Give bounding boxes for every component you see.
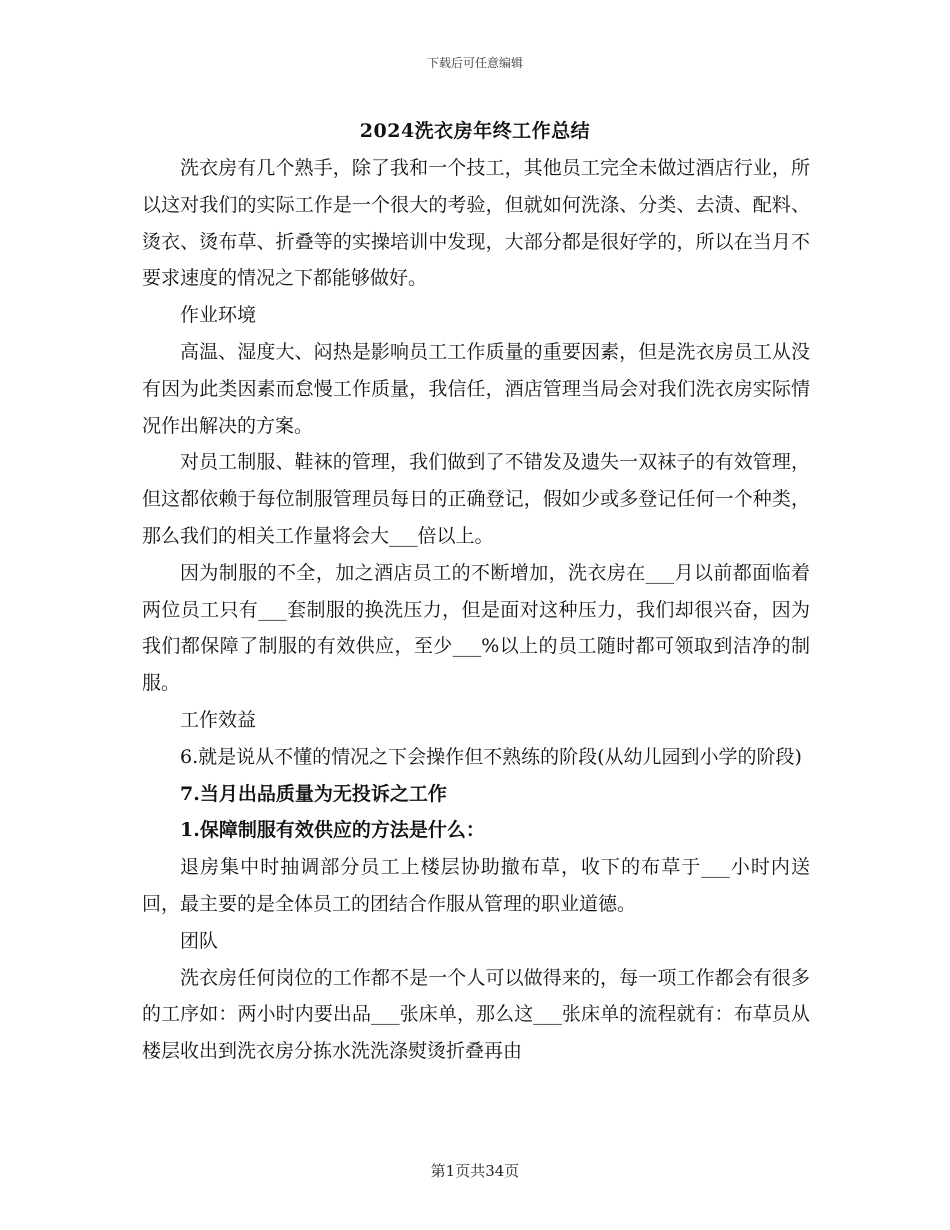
- page-footer-number: 第1页共34页: [430, 1162, 520, 1180]
- paragraph-environment: 高温、湿度大、闷热是影响员工工作质量的重要因素，但是洗衣房员工从没有因为此类因素而怠慢工作质量，我信任，酒店管理当局会对我们洗衣房实际情况作出解决的方案。: [142, 340, 810, 437]
- list-item-6: 6.就是说从不懂的情况之下会操作但不熟练的阶段(从幼儿园到小学的阶段): [180, 745, 802, 768]
- list-item-7-bold: 7.当月出品质量为无投诉之工作: [180, 782, 447, 805]
- paragraph-uniform-supply: 因为制服的不全，加之酒店员工的不断增加，洗衣房在___月以前都面临着两位员工只有___套制服的换洗压力，但是面对这种压力，我们却很兴奋，因为我们都保障了制服的有效供应，至少___%以上的员工随时都可领取到洁净的制服。: [142, 561, 810, 695]
- section-heading-team: 团队: [180, 929, 219, 952]
- paragraph-team: 洗衣房任何岗位的工作都不是一个人可以做得来的，每一项工作都会有很多的工序如：两小时内要出品___张床单，那么这___张床单的流程就有：布草员从楼层收出到洗衣房分拣水洗洗涤熨烫折叠再由: [142, 966, 810, 1063]
- document-body: [142, 150, 810, 1070]
- paragraph-answer: 退房集中时抽调部分员工上楼层协助撤布草，收下的布草于___小时内送回，最主要的是全体员工的团结合作服从管理的职业道德。: [142, 856, 810, 915]
- section-heading-work-benefit: 工作效益: [180, 708, 257, 731]
- page-header-note: 下载后可任意编辑: [426, 56, 523, 70]
- question-heading-bold: 1.保障制服有效供应的方法是什么：: [180, 819, 485, 842]
- section-heading-work-environment: 作业环境: [180, 304, 257, 327]
- paragraph-intro: 洗衣房有几个熟手，除了我和一个技工，其他员工完全未做过酒店行业，所以这对我们的实际工作是一个很大的考验，但就如何洗涤、分类、去渍、配料、烫衣、烫布草、折叠等的实操培训中发现，大部分都是很好学的，所以在当月不要求速度的情况之下都能够做好。: [142, 157, 810, 290]
- document-title: 2024洗衣房年终工作总结: [359, 120, 591, 142]
- paragraph-uniform-management: 对员工制服、鞋袜的管理，我们做到了不错发及遗失一双袜子的有效管理，但这都依赖于每位制服管理员每日的正确登记，假如少或多登记任何一个种类，那么我们的相关工作量将会大___倍以上。: [142, 451, 810, 547]
